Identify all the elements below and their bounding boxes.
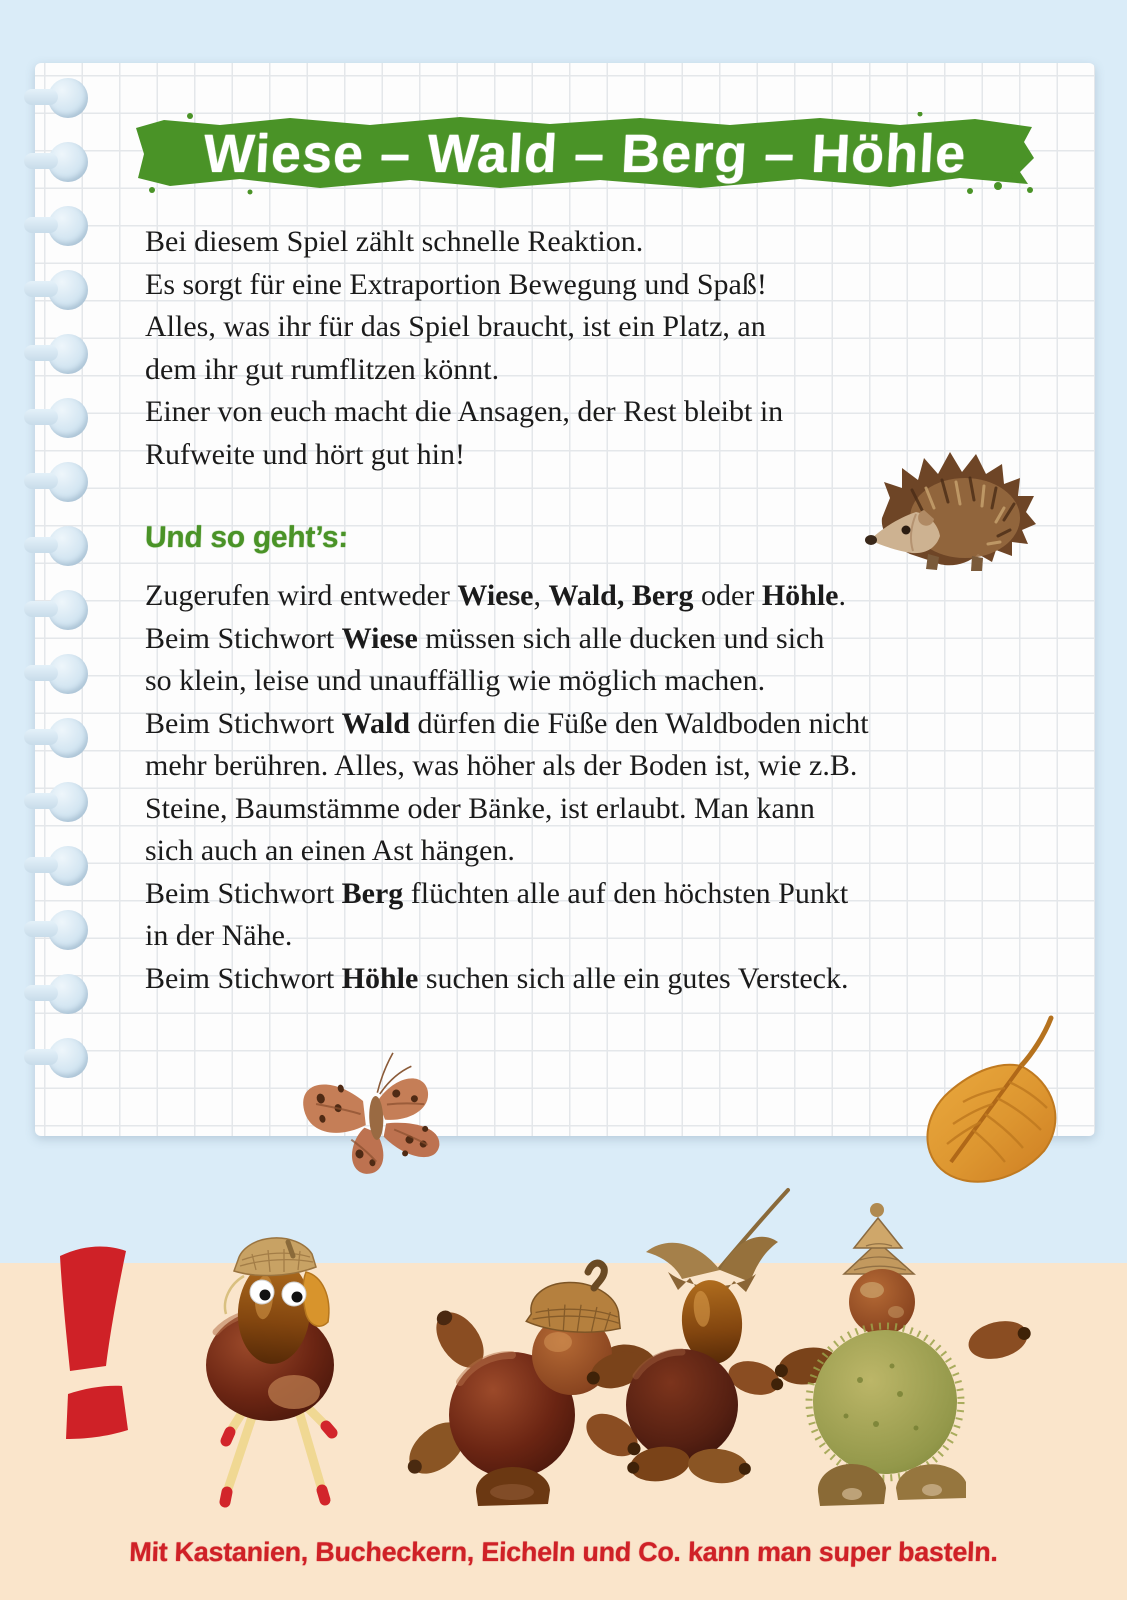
punch-hole	[48, 206, 88, 246]
page-title: Wiese – Wald – Berg – Höhle	[202, 124, 968, 184]
moss-chestnut-figure	[772, 1203, 1035, 1506]
chestnut-figures-group	[160, 1180, 1050, 1525]
punch-hole	[48, 334, 88, 374]
punch-hole	[48, 1038, 88, 1078]
butterfly-illustration	[296, 1036, 454, 1184]
autumn-leaf-illustration	[901, 1010, 1089, 1198]
text-line: Einer von euch macht die Ansagen, der Rest bleibt in	[145, 395, 784, 428]
punch-hole	[48, 78, 88, 118]
text-line: sich auch an einen Ast hängen.	[145, 834, 515, 867]
howto-heading: Und so geht’s:	[144, 521, 349, 554]
text-line: Bei diesem Spiel zählt schnelle Reaktion.	[145, 225, 644, 258]
text-line: Beim Stichwort Wald dürfen die Füße den Waldboden nicht	[145, 706, 869, 740]
text-line: mehr berühren. Alles, was höher als der Boden ist, wie z.B.	[145, 749, 858, 782]
chestnut-sheep-figure	[206, 1238, 334, 1502]
intro-paragraph	[145, 221, 783, 476]
text-line: Rufweite und hört gut hin!	[145, 437, 465, 471]
text-line: dem ihr gut rumflitzen könnt.	[145, 352, 500, 386]
punch-hole	[48, 270, 88, 310]
punch-hole	[48, 974, 88, 1014]
text-line: Steine, Baumstämme oder Bänke, ist erlaubt. Man kann	[145, 791, 815, 825]
punch-hole	[48, 782, 88, 822]
punch-hole	[48, 846, 88, 886]
text-line: Beim Stichwort Höhle suchen sich alle ein gutes Versteck.	[145, 961, 849, 995]
exclamation-mark	[40, 1242, 140, 1447]
text-line: Beim Stichwort Wiese müssen sich alle ducken und sich	[145, 621, 825, 655]
punch-hole	[48, 590, 88, 630]
howto-paragraph	[145, 575, 869, 1000]
punch-hole	[48, 142, 88, 182]
punch-hole	[48, 910, 88, 950]
punch-hole	[48, 462, 88, 502]
punch-hole	[48, 654, 88, 694]
punch-hole	[48, 718, 88, 758]
text-line: Zugerufen wird entweder Wiese, Wald, Berg oder Höhle.	[145, 579, 846, 612]
punch-hole	[48, 526, 88, 566]
text-line: Beim Stichwort Berg flüchten alle auf den höchsten Punkt	[145, 876, 849, 910]
text-line: so klein, leise und unauffällig wie möglich machen.	[145, 664, 766, 697]
title-banner	[130, 112, 1040, 196]
bottom-caption: Mit Kastanien, Bucheckern, Eicheln und Co. kann man super basteln.	[128, 1537, 999, 1567]
punch-hole	[48, 398, 88, 438]
text-line: Alles, was ihr für das Spiel braucht, ist ein Platz, an	[145, 310, 766, 343]
hedgehog-illustration	[850, 438, 1042, 580]
text-line: Es sorgt für eine Extraportion Bewegung und Spaß!	[145, 267, 767, 301]
text-line: in der Nähe.	[145, 919, 293, 952]
